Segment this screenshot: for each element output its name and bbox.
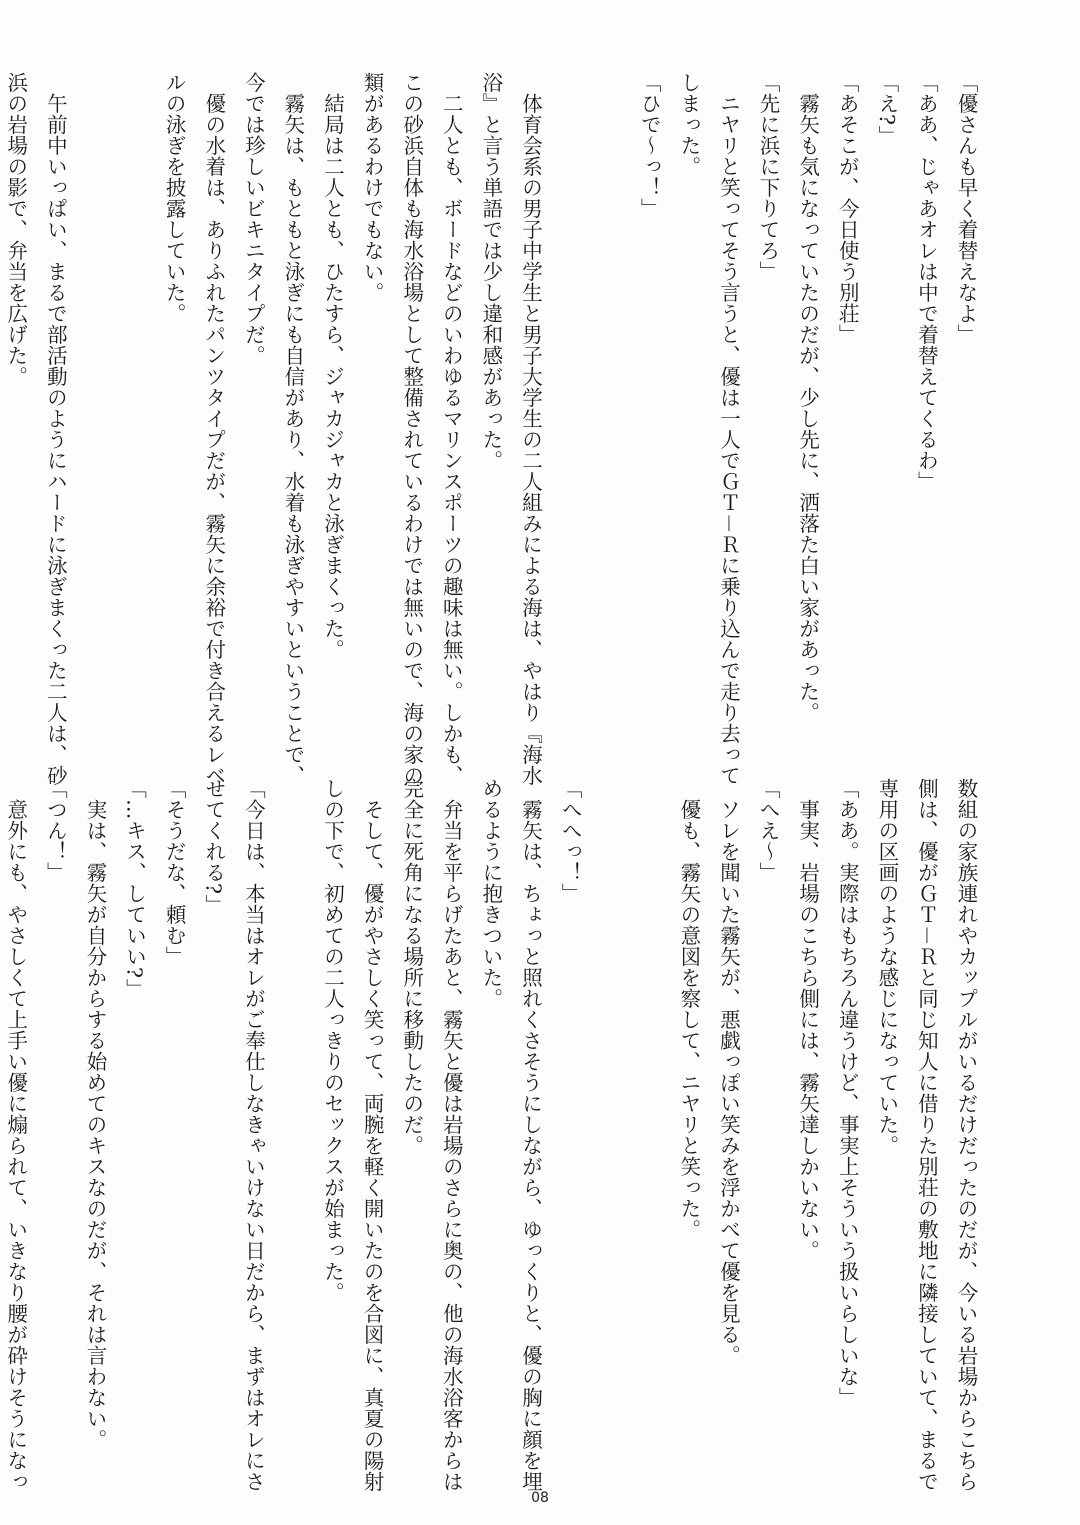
text-line: 実は、霧矢が自分からする始めてのキスなのだが、それは言わない。 <box>82 778 107 1450</box>
text-line: 「え?」 <box>874 72 899 147</box>
text-block-top <box>3 72 985 786</box>
text-line: 「ああ。実際はもちろん違うけど、事実上そういう扱いらしいな」 <box>835 778 860 1408</box>
text-line: この砂浜自体も海水浴場として整備されているわけでは無いので、海の家の <box>399 72 424 786</box>
text-line: 数組の家族連れやカップルがいるだけだったのだが、今いる岩場からこちら <box>954 778 978 1492</box>
text-line: 「ああ、じゃあオレは中で着替えてくるわ」 <box>914 72 939 492</box>
text-line: 浜の岩場の影で、弁当を広げた。 <box>3 72 28 387</box>
text-line: 「つん！」 <box>43 778 68 883</box>
text-line <box>114 72 154 712</box>
text-line: 弁当を平らげたあと、霧矢と優は岩場のさらに奥の、他の海水浴客からは <box>439 778 464 1492</box>
text-line: 専用の区画のような感じになっていた。 <box>874 778 899 1156</box>
text-line: 「…キス、していい?」 <box>122 778 147 1000</box>
text-line: 「優さんも早く着替えなよ」 <box>954 72 978 345</box>
text-line <box>549 72 589 712</box>
text-line: 事実、岩場のこちら側には、霧矢達しかいない。 <box>795 778 820 1261</box>
text-line: せてくれる?」 <box>201 778 226 916</box>
text-line: 優も、霧矢の意図を察して、ニヤリと笑った。 <box>676 778 701 1240</box>
text-line: 二人とも、ボードなどのいわゆるマリンスポーツの趣味は無い。しかも、 <box>439 72 464 786</box>
text-line: 午前中いっぱい、まるで部活動のようにハードに泳ぎまくった二人は、砂 <box>43 72 68 786</box>
text-line <box>272 778 312 1418</box>
text-line: 「へへっ！」 <box>558 778 583 904</box>
text-line <box>629 778 669 1418</box>
text-line: 完全に死角になる場所に移動したのだ。 <box>399 778 424 1156</box>
text-line: 今では珍しいビキニタイプだ。 <box>241 72 266 366</box>
text-line: 「今日は、本当はオレがご奉仕しなきゃいけない日だから、まずはオレにさ <box>241 778 266 1492</box>
text-line: 霧矢も気になっていたのだが、少し先に、洒落た白い家があった。 <box>795 72 820 723</box>
page-number: 08 <box>531 1490 549 1506</box>
text-line: 体育会系の男子中学生と男子大学生の二人組みによる海は、やはり『海水 <box>518 72 543 786</box>
text-line: 浴』と言う単語では少し違和感があった。 <box>478 72 503 471</box>
text-line <box>589 778 629 1418</box>
text-line: 「あそこが、今日使う別荘」 <box>835 72 860 345</box>
text-line: そして、優がやさしく笑って、両腕を軽く開いたのを合図に、真夏の陽射 <box>360 778 385 1492</box>
text-line: 優の水着は、ありふれたパンツタイプだが、霧矢に余裕で付き合えるレベ <box>201 72 226 786</box>
text-line: 霧矢は、もともと泳ぎにも自信があり、水着も泳ぎやすいということで、 <box>280 72 305 786</box>
text-line: ソレを聞いた霧矢が、悪戯っぽい笑みを浮かべて優を見る。 <box>716 778 741 1366</box>
text-line <box>74 72 114 712</box>
text-line <box>589 72 629 712</box>
text-line: 意外にも、やさしくて上手い優に煽られて、いきなり腰が砕けそうになっ <box>3 778 28 1492</box>
text-block-bottom <box>3 778 985 1492</box>
text-line: 「先に浜に下りてろ」 <box>756 72 781 282</box>
text-line: 「へえ～」 <box>756 778 781 883</box>
text-line: 「そうだな、頼む」 <box>162 778 187 967</box>
text-line: ルの泳ぎを披露していた。 <box>162 72 187 324</box>
text-line: 類があるわけでもない。 <box>360 72 385 303</box>
text-line: 結局は二人とも、ひたすら、ジャカジャカと泳ぎまくった。 <box>320 72 345 660</box>
text-line: ニヤリと笑ってそう言うと、優は一人でＧＴ－Ｒに乗り込んで走り去って <box>716 72 741 786</box>
text-line: 側は、優がＧＴ－Ｒと同じ知人に借りた別荘の敷地に隣接していて、まるで <box>914 778 939 1492</box>
text-line: しまった。 <box>676 72 701 177</box>
text-line: 霧矢は、ちょっと照れくさそうにしながら、ゆっくりと、優の胸に顔を埋 <box>518 778 543 1492</box>
text-line: しの下で、初めての二人っきりのセックスが始まった。 <box>320 778 345 1303</box>
text-line: 「ひで～っ！」 <box>637 72 662 219</box>
text-line: めるように抱きついた。 <box>478 778 503 1009</box>
